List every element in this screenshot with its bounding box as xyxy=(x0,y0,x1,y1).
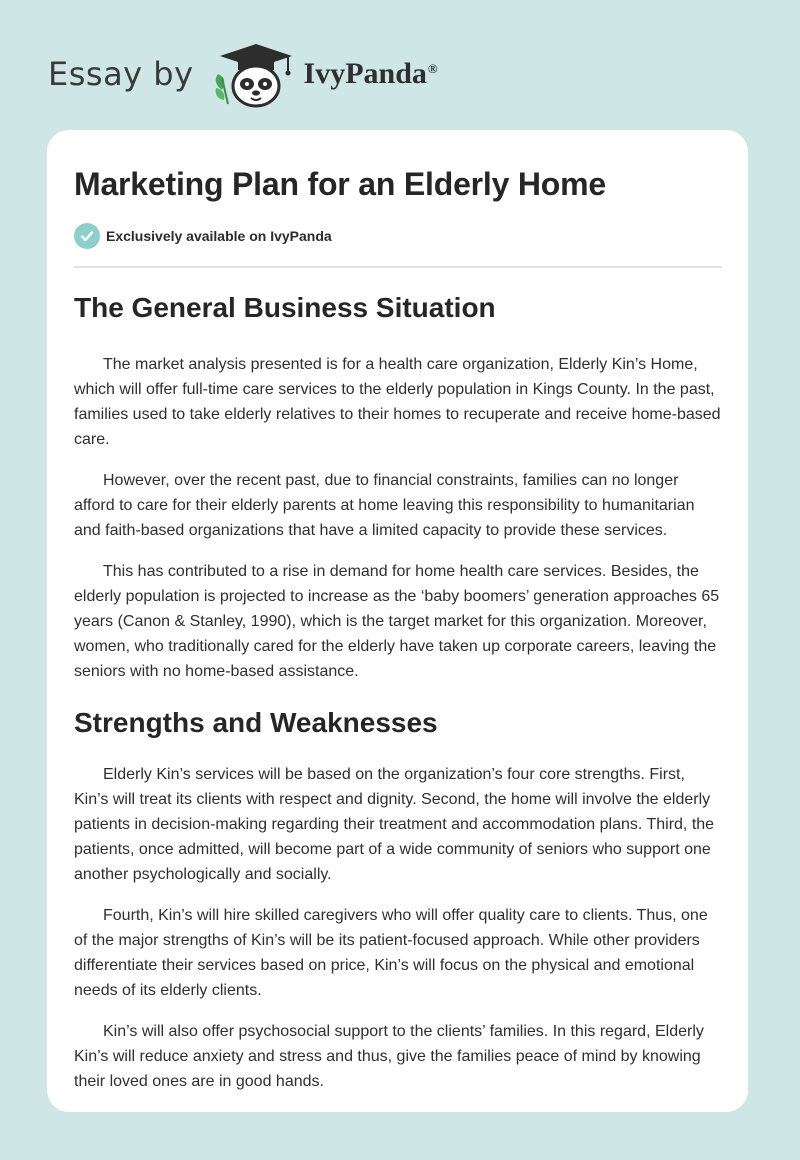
site-header xyxy=(48,34,438,114)
essay-by-label: Essay by xyxy=(48,55,194,93)
article-card xyxy=(47,130,748,1112)
registered-mark: ® xyxy=(427,61,438,76)
paragraph: However, over the recent past, due to financial constraints, families can no longer afford to care for their elderly parents at home leaving this responsibility to humanitarian and faith-based organizations that have a limited capacity to provide these services. xyxy=(74,472,695,539)
paragraph: Kin’s will also offer psychosocial support to the clients’ families. In this regard, Elderly Kin’s will reduce anxiety and stress and thus, give the families peace of mind by knowing their loved ones are in good hands. xyxy=(74,1023,704,1090)
title-divider xyxy=(74,266,722,268)
check-icon xyxy=(74,223,100,249)
brand-name[interactable]: IvyPanda® xyxy=(303,57,438,90)
paragraph: Elderly Kin’s services will be based on the organization’s four core strengths. First, Kin’s will treat its clients with respect and dignity. Second, the home will involve the elderly patients in decision-making regarding their treatment and accommodation plans. Third, the patients, once admitted, will become part of a wide community of seniors who support one another psychologically and socially. xyxy=(74,766,715,883)
section-heading: Strengths and Weaknesses xyxy=(74,707,438,738)
paragraph: This has contributed to a rise in demand for home health care services. Besides, the elderly population is projected to increase as the ‘baby boomers’ generation approaches 65 years (Canon & Stanley, 1990), which is the target market for this organization. Moreover, women, who traditionally cared for the elderly have taken up corporate careers, leaving the seniors with no home-based assistance. xyxy=(74,563,720,680)
exclusive-badge xyxy=(74,222,722,250)
section-heading: The General Business Situation xyxy=(74,292,496,323)
exclusive-label: Exclusively available on IvyPanda xyxy=(106,228,332,244)
article-title: Marketing Plan for an Elderly Home xyxy=(74,166,606,202)
paragraph: The market analysis presented is for a health care organization, Elderly Kin’s Home, which will offer full-time care services to the elderly population in Kings County. In the past, families used to take elderly relatives to their homes to recuperate and receive home-based care. xyxy=(74,356,721,448)
panda-graduate-icon[interactable] xyxy=(208,38,298,110)
paragraph: Fourth, Kin’s will hire skilled caregivers who will offer quality care to clients. Thus, one of the major strengths of Kin’s will be its patient-focused approach. While other providers differentiate their services based on price, Kin’s will focus on the physical and emotional needs of its elderly clients. xyxy=(74,907,708,999)
